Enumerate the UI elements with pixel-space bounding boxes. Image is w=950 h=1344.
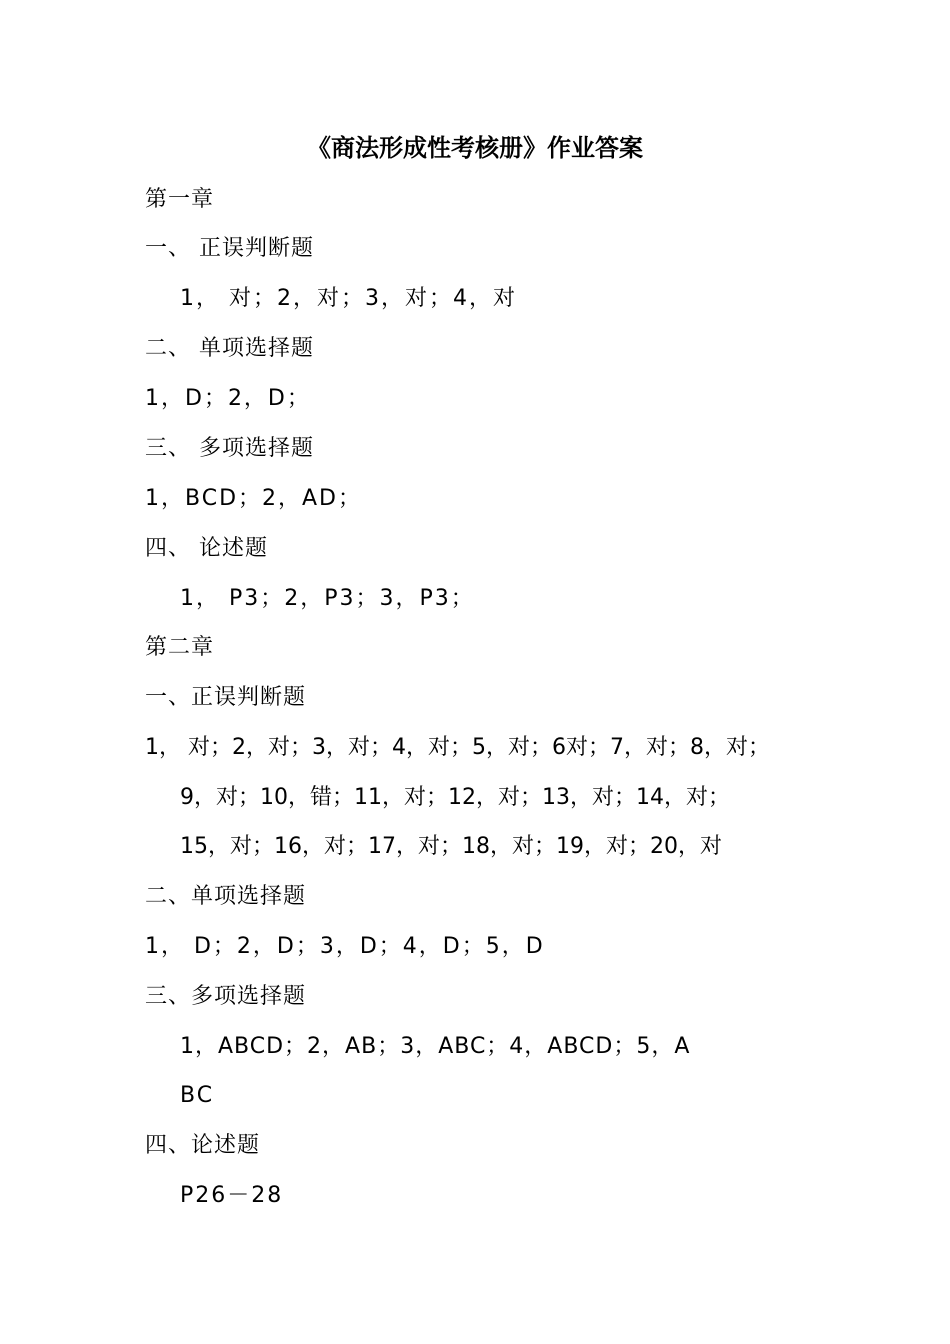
ch1-section1-heading: 一、 正误判断题 — [145, 236, 314, 261]
ch2-section1-answers-line3: 15，对；16，对；17，对；18，对；19，对；20，对 — [180, 834, 722, 859]
ch1-section4-heading: 四、 论述题 — [145, 536, 268, 561]
ch2-section1-heading: 一、正误判断题 — [145, 685, 307, 710]
ch2-section1-answers-line2: 9，对；10，错；11，对；12，对；13，对；14，对； — [180, 785, 730, 810]
ch2-section1-answers-line1: 1， 对；2，对；3，对；4，对；5，对；6对；7，对；8，对； — [145, 735, 770, 760]
ch2-section3-heading: 三、多项选择题 — [145, 984, 307, 1009]
ch2-section3-answers-line1: 1，ABCD；2，AB；3，ABC；4，ABCD；5，A — [180, 1034, 691, 1059]
ch1-section4-answers: 1， P3；2，P3；3，P3； — [180, 586, 475, 611]
ch2-section4-answers: P26－28 — [180, 1183, 284, 1208]
ch1-section1-answers: 1， 对；2，对；3，对；4，对 — [180, 286, 517, 311]
ch2-section3-answers-line2: BC — [180, 1083, 215, 1108]
document-title: 《商法形成性考核册》作业答案 — [307, 134, 643, 162]
ch1-section2-answers: 1，D；2，D； — [145, 386, 311, 411]
chapter2-heading: 第二章 — [145, 635, 215, 660]
ch1-section3-heading: 三、 多项选择题 — [145, 436, 314, 461]
ch2-section4-heading: 四、论述题 — [145, 1133, 261, 1158]
ch2-section2-answers: 1， D；2，D；3，D；4，D；5，D — [145, 934, 545, 959]
chapter1-heading: 第一章 — [145, 187, 215, 212]
ch2-section2-heading: 二、单项选择题 — [145, 884, 307, 909]
ch1-section2-heading: 二、 单项选择题 — [145, 336, 314, 361]
ch1-section3-answers: 1，BCD；2，AD； — [145, 486, 362, 511]
